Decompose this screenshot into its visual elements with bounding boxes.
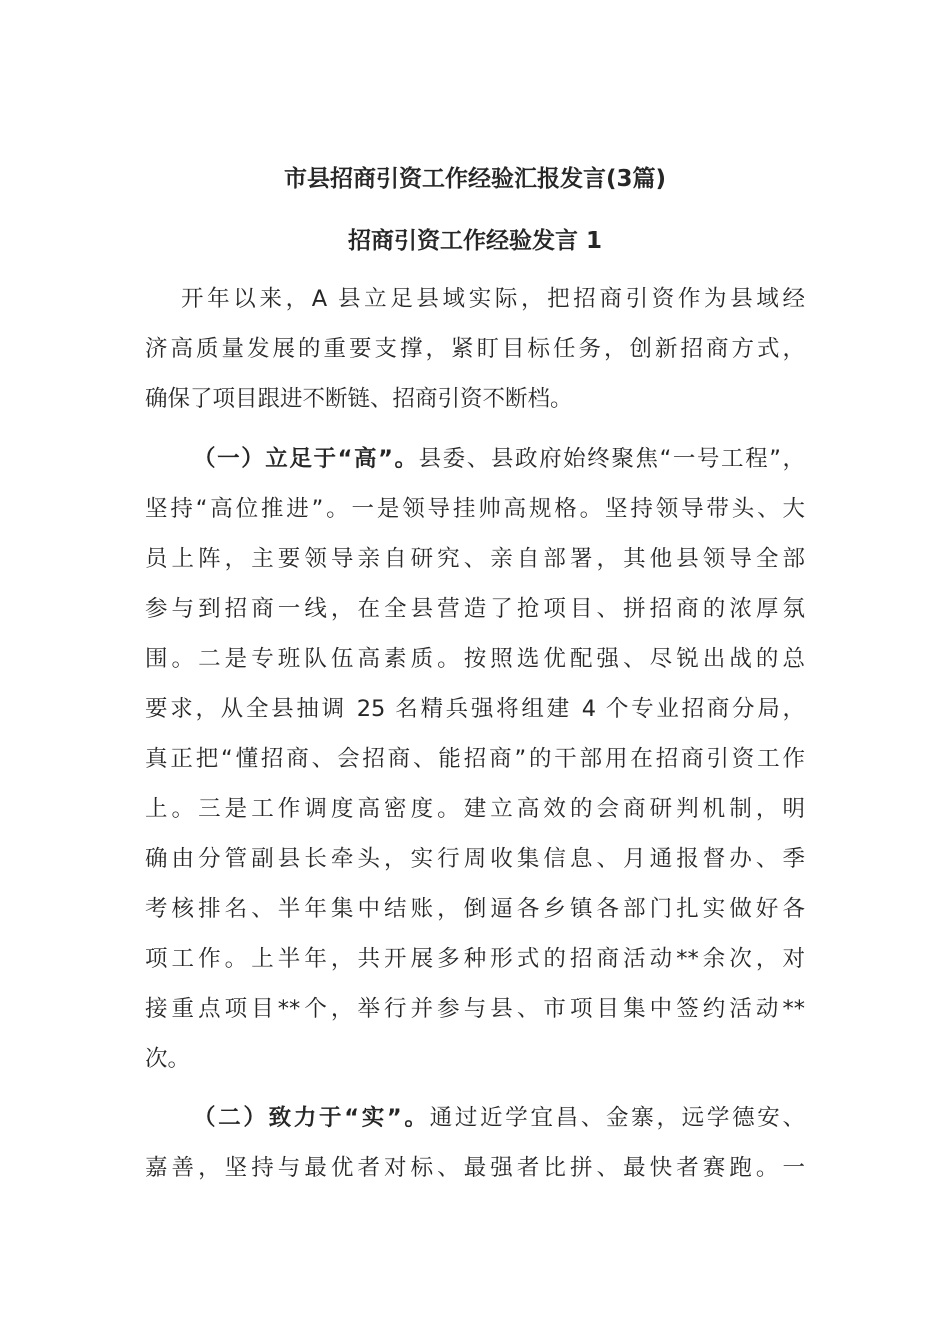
- paragraph-line: 要求，从全县抽调 25 名精兵强将组建 4 个专业招商分局，: [145, 696, 805, 722]
- paragraph-line: 考核排名、半年集中结账，倒逼各乡镇各部门扎实做好各: [145, 896, 805, 922]
- document-subtitle: 招商引资工作经验发言 1: [347, 228, 602, 254]
- paragraph-section-one: [145, 434, 805, 1084]
- paragraph-line: 确由分管副县长牵头，实行周收集信息、月通报督办、季: [145, 846, 805, 872]
- paragraph-line: 开年以来，A 县立足县域实际，把招商引资作为县域经: [181, 286, 805, 312]
- paragraph-line: 嘉善，坚持与最优者对标、最强者比拼、最快者赛跑。一: [145, 1155, 805, 1181]
- paragraph-line: 围。二是专班队伍高素质。按照选优配强、尽锐出战的总: [145, 646, 805, 672]
- paragraph-line: 次。: [145, 1046, 191, 1072]
- section-heading: （一）立足于“高”。: [193, 446, 419, 472]
- paragraph-line: 济高质量发展的重要支撑，紧盯目标任务，创新招商方式，: [145, 336, 805, 362]
- paragraph-line: 项工作。上半年，共开展多种形式的招商活动**余次，对: [145, 946, 805, 972]
- section-heading: （二）致力于“实”。: [193, 1105, 430, 1131]
- document-title: 市县招商引资工作经验汇报发言(3篇): [283, 166, 667, 192]
- paragraph-line: 员上阵，主要领导亲自研究、亲自部署，其他县领导全部: [145, 546, 805, 572]
- paragraph-first-line: [145, 434, 805, 484]
- paragraph-line: 确保了项目跟进不断链、招商引资不断档。: [145, 386, 573, 412]
- paragraph-intro: [145, 274, 805, 424]
- paragraph-line: 参与到招商一线，在全县营造了抢项目、拼招商的浓厚氛: [145, 596, 805, 622]
- paragraph-line: 真正把“懂招商、会招商、能招商”的干部用在招商引资工作: [145, 746, 805, 772]
- paragraph-first-line: [145, 1093, 805, 1143]
- paragraph-section-two: [145, 1093, 805, 1193]
- paragraph-line-text: 通过近学宜昌、金寨，远学德安、: [429, 1105, 805, 1131]
- paragraph-line: 坚持“高位推进”。一是领导挂帅高规格。坚持领导带头、大: [145, 496, 805, 522]
- paragraph-line-text: 县委、县政府始终聚焦“一号工程”，: [418, 446, 805, 472]
- paragraph-line: 上。三是工作调度高密度。建立高效的会商研判机制，明: [145, 796, 805, 822]
- paragraph-line: 接重点项目**个，举行并参与县、市项目集中签约活动**: [145, 996, 805, 1022]
